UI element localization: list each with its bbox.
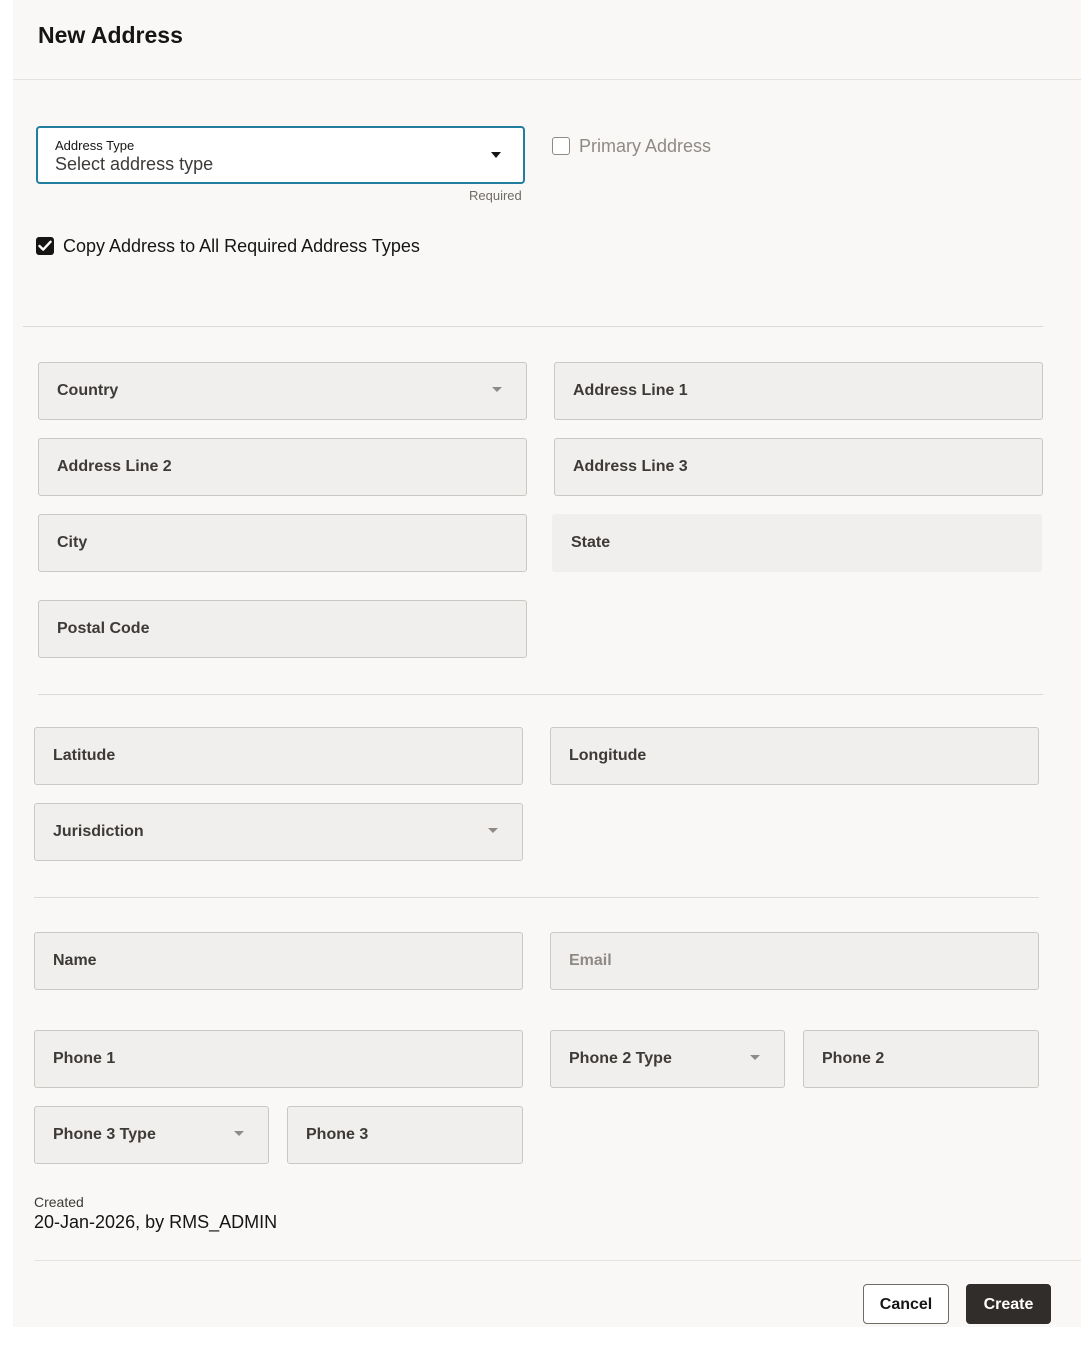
created-label: Created — [34, 1194, 84, 1210]
longitude-label: Longitude — [569, 747, 647, 764]
footer-divider — [34, 1260, 1081, 1261]
address-line-2-label: Address Line 2 — [57, 458, 172, 475]
phone-3-type-select[interactable] — [34, 1106, 269, 1164]
required-hint: Required — [469, 188, 522, 203]
create-button[interactable]: Create — [966, 1284, 1051, 1324]
chevron-down-icon[interactable] — [750, 1055, 760, 1060]
section-divider — [34, 897, 1039, 898]
phone-3-input[interactable] — [287, 1106, 523, 1164]
phone-1-input[interactable] — [34, 1030, 523, 1088]
new-address-dialog — [13, 0, 1081, 1327]
phone-2-label: Phone 2 — [822, 1050, 885, 1067]
phone-2-input[interactable] — [803, 1030, 1039, 1088]
primary-address-checkbox[interactable] — [552, 137, 570, 155]
chevron-down-icon[interactable] — [492, 387, 502, 392]
country-select[interactable] — [38, 362, 527, 420]
chevron-down-icon[interactable] — [491, 152, 501, 158]
dialog-title: New Address — [38, 22, 183, 48]
copy-address-label[interactable]: Copy Address to All Required Address Types — [63, 236, 420, 256]
country-label: Country — [57, 382, 119, 399]
address-line-2-input[interactable] — [38, 438, 527, 496]
email-label: Email — [569, 952, 612, 969]
phone-2-type-label: Phone 2 Type — [569, 1050, 672, 1067]
postal-code-input[interactable] — [38, 600, 527, 658]
address-line-3-label: Address Line 3 — [573, 458, 688, 475]
state-input[interactable] — [552, 514, 1042, 572]
phone-3-type-label: Phone 3 Type — [53, 1126, 156, 1143]
email-input[interactable] — [550, 932, 1039, 990]
latitude-label: Latitude — [53, 747, 116, 764]
primary-address-label[interactable]: Primary Address — [579, 136, 712, 156]
created-value: 20-Jan-2026, by RMS_ADMIN — [34, 1212, 278, 1232]
address-type-select[interactable] — [36, 126, 525, 184]
city-input[interactable] — [38, 514, 527, 572]
chevron-down-icon[interactable] — [488, 828, 498, 833]
address-type-label: Address Type — [55, 138, 135, 153]
phone-3-label: Phone 3 — [306, 1126, 369, 1143]
name-input[interactable] — [34, 932, 523, 990]
phone-2-type-select[interactable] — [550, 1030, 785, 1088]
section-divider — [23, 326, 1043, 327]
state-label: State — [571, 534, 611, 551]
address-line-3-input[interactable] — [554, 438, 1043, 496]
cancel-button[interactable]: Cancel — [863, 1284, 949, 1324]
address-line-1-label: Address Line 1 — [573, 382, 688, 399]
check-icon — [38, 240, 52, 252]
latitude-input[interactable] — [34, 727, 523, 785]
longitude-input[interactable] — [550, 727, 1039, 785]
jurisdiction-label: Jurisdiction — [53, 823, 144, 840]
address-line-1-input[interactable] — [554, 362, 1043, 420]
copy-address-checkbox[interactable] — [36, 237, 54, 255]
chevron-down-icon[interactable] — [234, 1131, 244, 1136]
section-divider — [38, 694, 1043, 695]
city-label: City — [57, 534, 88, 551]
name-label: Name — [53, 952, 97, 969]
jurisdiction-select[interactable] — [34, 803, 523, 861]
dialog-header — [13, 0, 1081, 80]
phone-1-label: Phone 1 — [53, 1050, 116, 1067]
postal-code-label: Postal Code — [57, 620, 150, 637]
address-type-placeholder: Select address type — [55, 154, 214, 174]
